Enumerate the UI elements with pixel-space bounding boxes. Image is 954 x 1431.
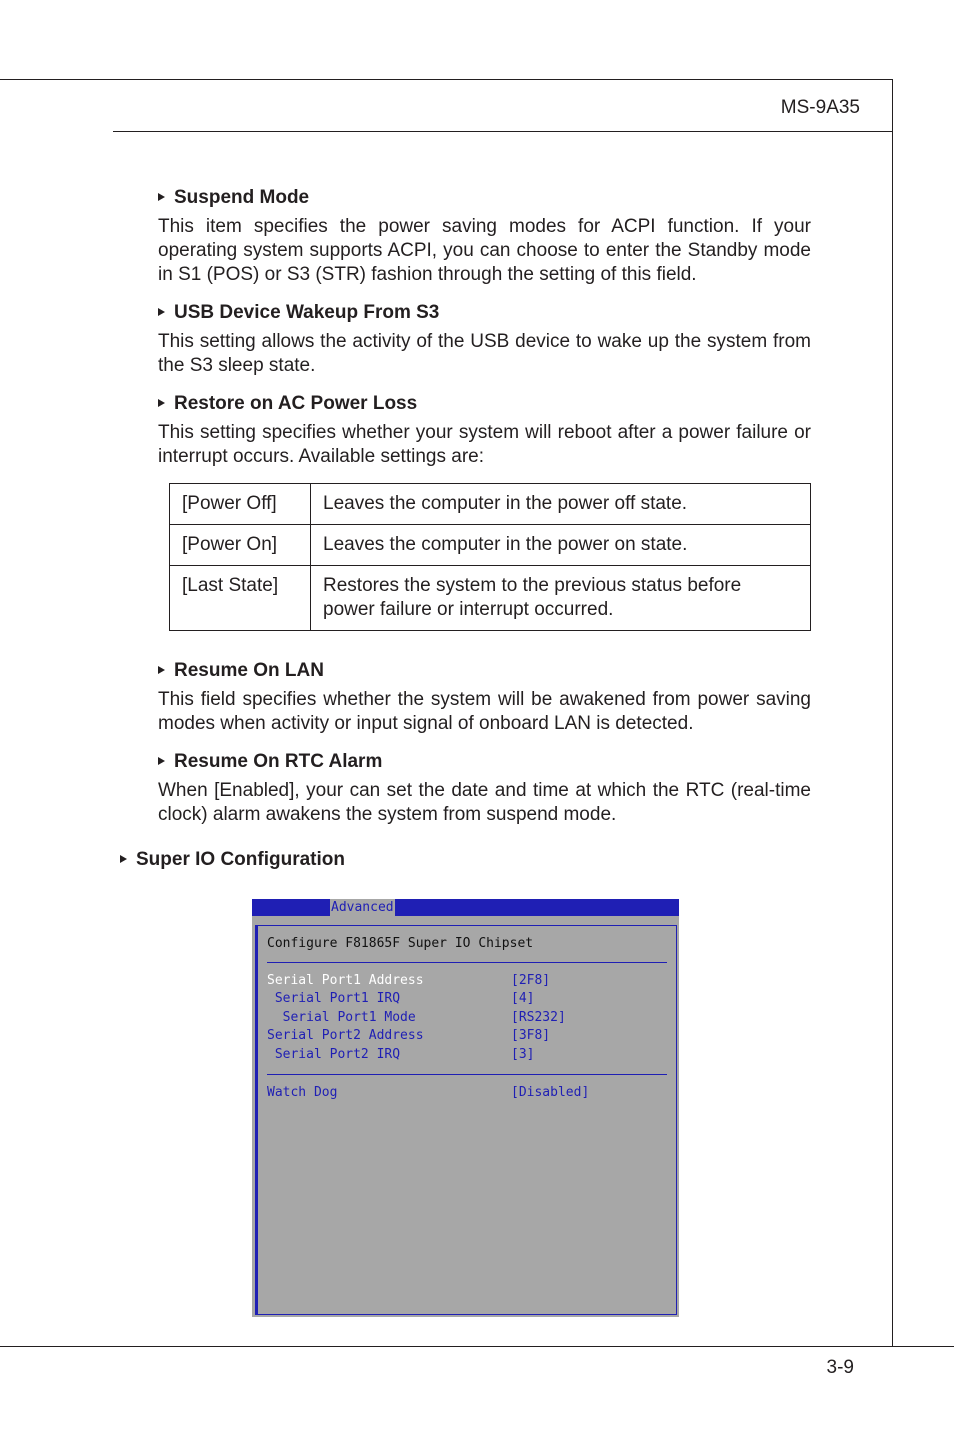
bios-screenshot	[252, 899, 679, 1317]
bios-separator	[267, 1074, 667, 1075]
bios-item-value[interactable]: [4]	[511, 991, 535, 1006]
bios-item-label[interactable]: Serial Port1 Address	[267, 973, 424, 988]
top-rule	[0, 79, 893, 80]
section-title: Suspend Mode	[174, 187, 310, 208]
table-row	[170, 484, 811, 525]
section-suspend-mode	[158, 186, 811, 287]
bios-item-label[interactable]: Serial Port1 IRQ	[267, 991, 401, 1006]
bios-item-label[interactable]: Serial Port2 IRQ	[267, 1047, 401, 1062]
section-text: This field specifies whether the system will be awakened from power saving modes when activity or input signal of onboard LAN is detected.	[158, 689, 811, 734]
bios-item-value[interactable]: [Disabled]	[511, 1085, 590, 1100]
bullet-triangle-icon	[120, 855, 127, 863]
section-text: This item specifies the power saving modes for ACPI function. If your operating system supports ACPI, you can choose to enter the Standby mode in S1 (POS) or S3 (STR) fashion through the setting of this field.	[158, 216, 811, 285]
section-restore-ac	[158, 392, 811, 469]
bios-menu-bar	[252, 899, 679, 916]
bios-item-value[interactable]: [3]	[511, 1047, 535, 1062]
bios-separator	[267, 962, 667, 963]
option-key: [Power Off]	[170, 484, 311, 525]
bios-item-value[interactable]: [2F8]	[511, 973, 551, 988]
bios-item-value[interactable]: [3F8]	[511, 1028, 551, 1043]
bullet-triangle-icon	[158, 308, 165, 316]
section-title: Resume On RTC Alarm	[174, 751, 383, 772]
option-key: [Power On]	[170, 525, 311, 566]
section-super-io	[120, 848, 345, 872]
section-text: When [Enabled], your can set the date and time at which the RTC (real-time clock) alarm awakens the system from suspend mode.	[158, 780, 811, 825]
bullet-triangle-icon	[158, 666, 165, 674]
right-margin-rule	[892, 79, 893, 1347]
model-label: MS-9A35	[780, 97, 860, 118]
table-row	[170, 566, 811, 631]
bullet-triangle-icon	[158, 399, 165, 407]
page-content	[158, 186, 811, 841]
bullet-triangle-icon	[158, 757, 165, 765]
section-title: Resume On LAN	[174, 660, 324, 681]
bullet-triangle-icon	[158, 193, 165, 201]
options-table	[169, 483, 811, 631]
bios-item-label[interactable]: Watch Dog	[267, 1085, 338, 1100]
section-usb-wakeup	[158, 301, 811, 378]
bios-heading: Configure F81865F Super IO Chipset	[267, 936, 534, 951]
section-resume-rtc	[158, 750, 811, 827]
page-number: 3-9	[826, 1357, 854, 1378]
bottom-rule	[0, 1346, 954, 1347]
header-underline	[113, 131, 893, 132]
bios-item-label[interactable]: Serial Port2 Address	[267, 1028, 424, 1043]
option-desc: Restores the system to the previous status before power failure or interrupt occurred.	[311, 566, 811, 631]
option-desc: Leaves the computer in the power on state.	[311, 525, 811, 566]
section-title: Restore on AC Power Loss	[174, 393, 418, 414]
bios-item-value[interactable]: [RS232]	[511, 1010, 566, 1025]
bios-item-label[interactable]: Serial Port1 Mode	[267, 1010, 416, 1025]
section-title: USB Device Wakeup From S3	[174, 302, 440, 323]
table-row	[170, 525, 811, 566]
option-desc: Leaves the computer in the power off state.	[311, 484, 811, 525]
section-text: This setting allows the activity of the USB device to wake up the system from the S3 sleep state.	[158, 331, 811, 376]
section-resume-lan	[158, 659, 811, 736]
tab-advanced[interactable]: Advanced	[331, 900, 394, 915]
section-title: Super IO Configuration	[136, 849, 345, 870]
option-key: [Last State]	[170, 566, 311, 631]
section-text: This setting specifies whether your system will reboot after a power failure or interrupt occurs. Available settings are:	[158, 422, 811, 467]
